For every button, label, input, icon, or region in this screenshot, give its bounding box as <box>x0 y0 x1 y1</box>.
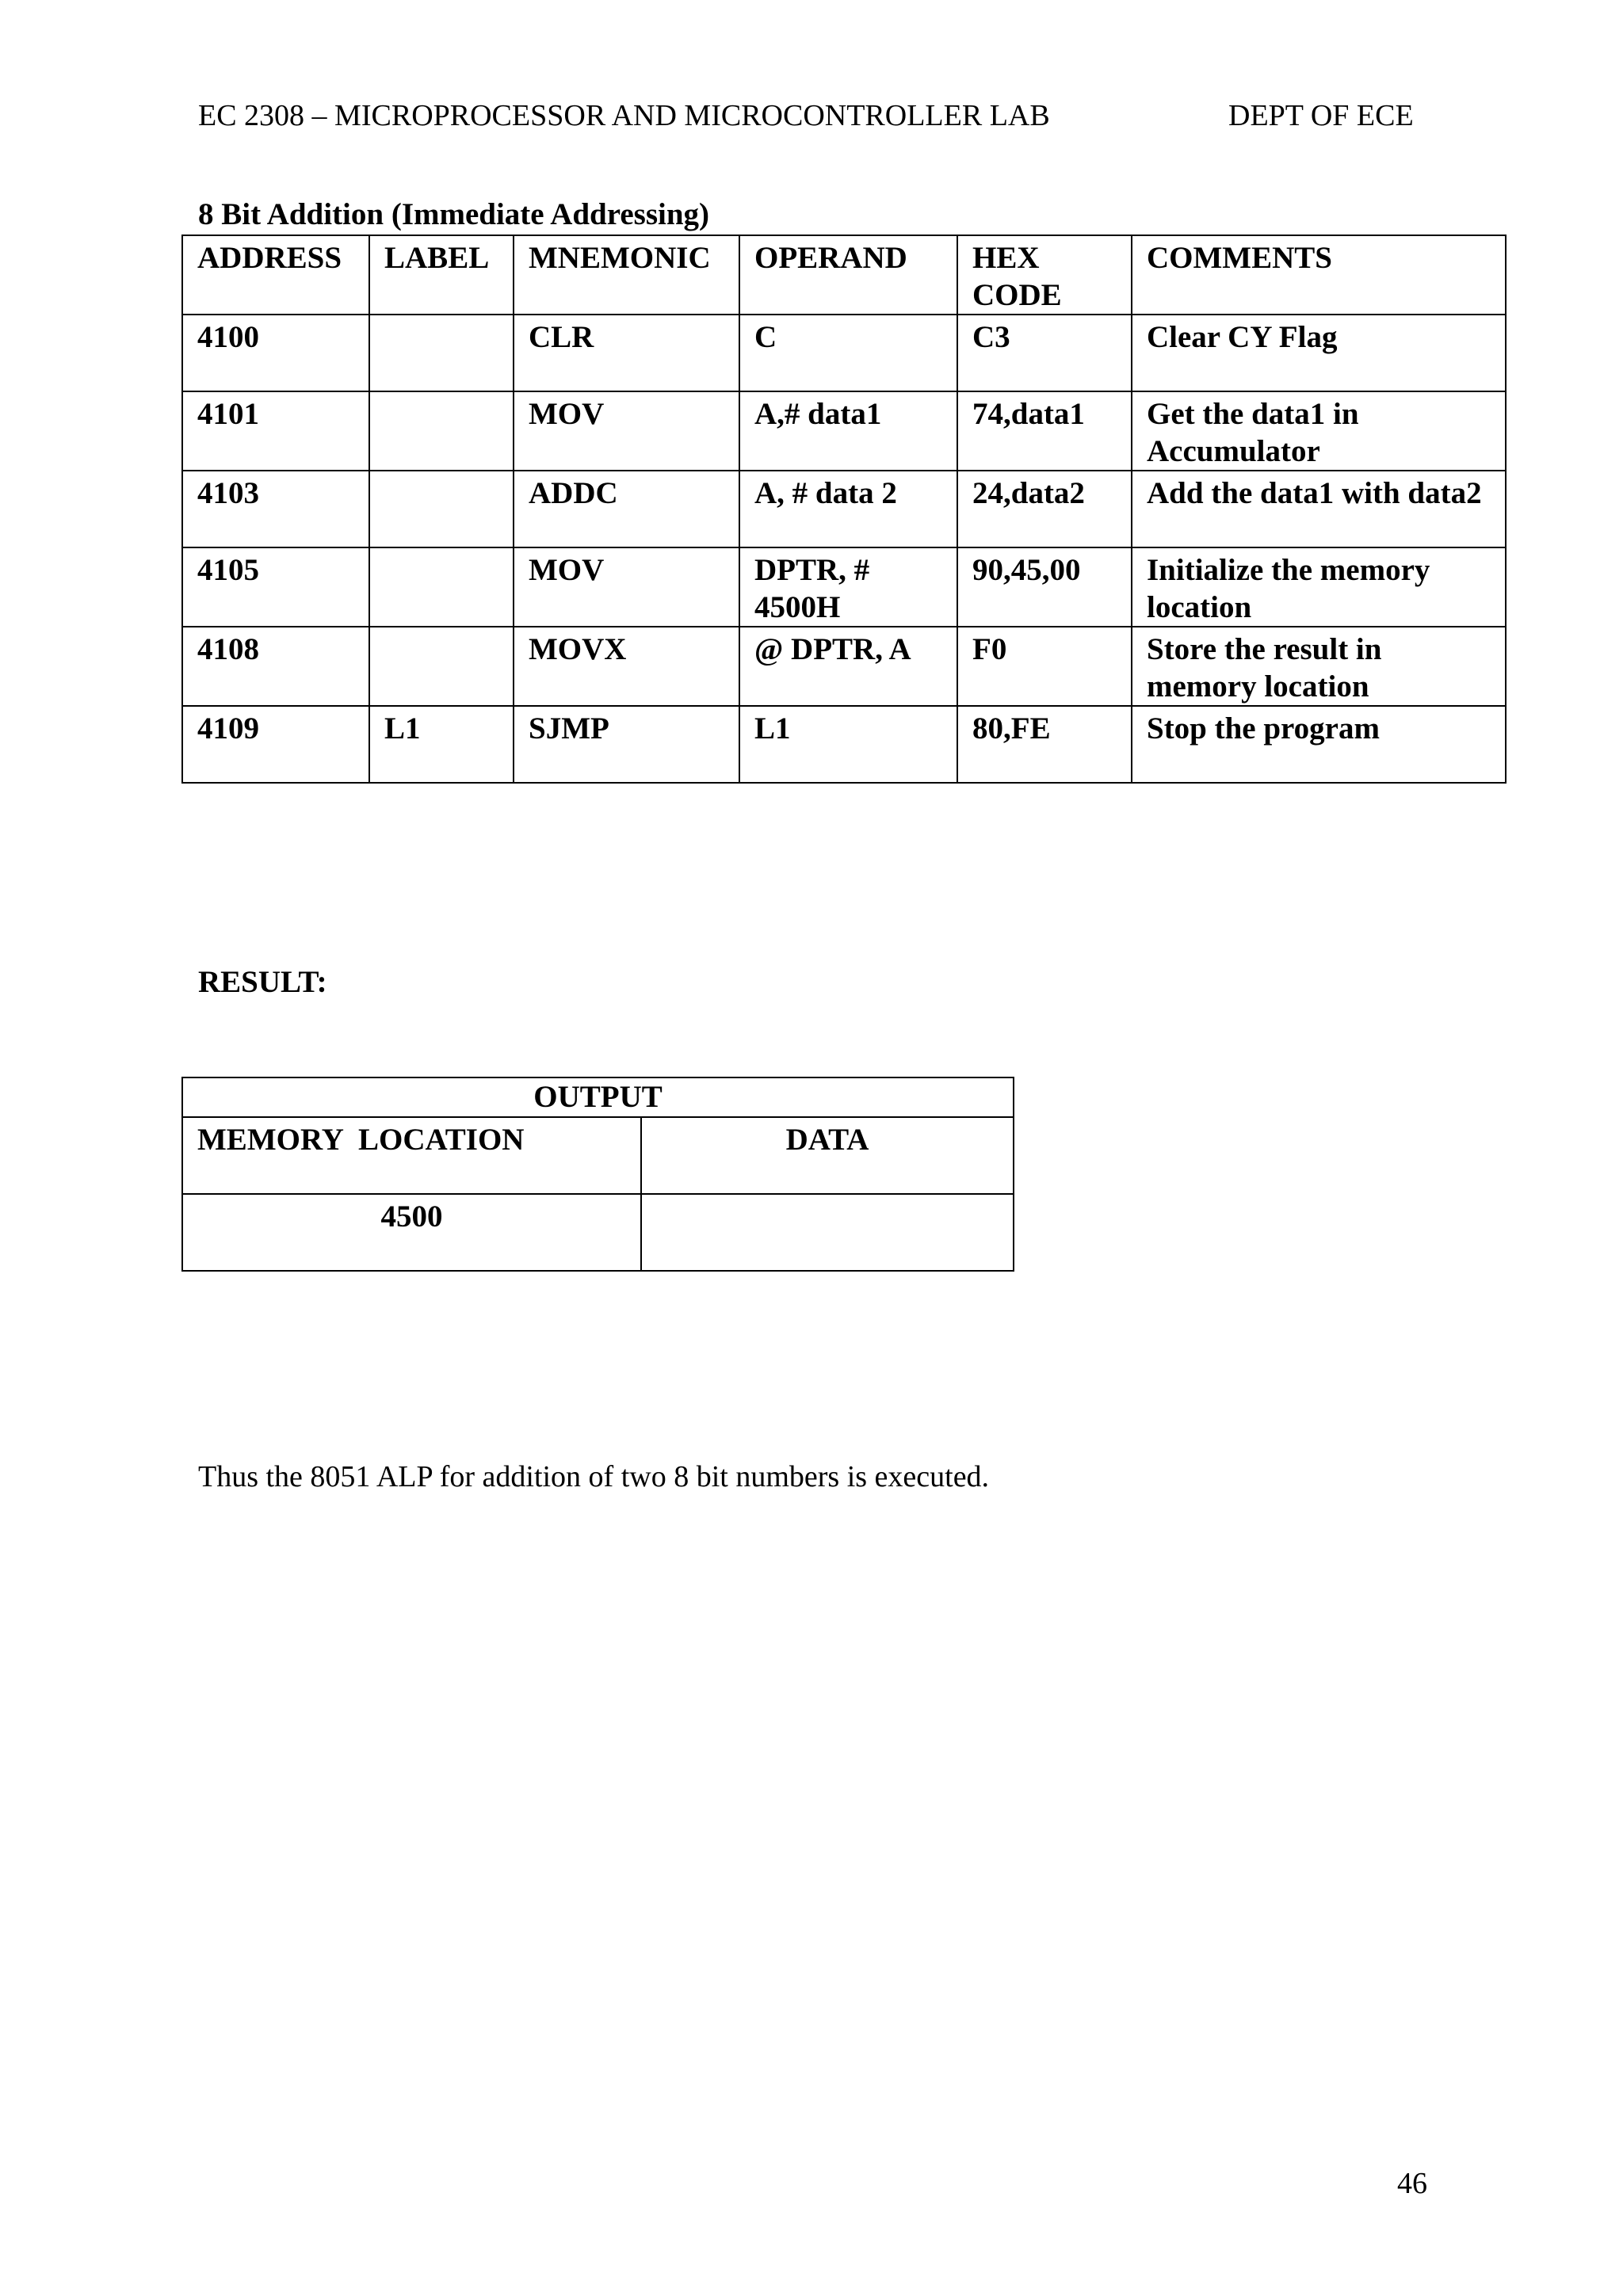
column-header-address: ADDRESS <box>182 235 369 315</box>
address-cell: 4108 <box>182 627 369 706</box>
conclusion-text: Thus the 8051 ALP for addition of two 8 bit numbers is executed. <box>198 1460 990 1493</box>
address-cell: 4100 <box>182 315 369 391</box>
operand-cell: L1 <box>739 706 957 783</box>
operand-cell: C <box>739 315 957 391</box>
data-cell <box>641 1194 1014 1271</box>
course-title: EC 2308 – MICROPROCESSOR AND MICROCONTROLLER LAB <box>198 99 1050 132</box>
comment-cell: Store the result in memory location <box>1132 627 1506 706</box>
label-cell <box>369 471 514 547</box>
hex-code-cell: 90,45,00 <box>957 547 1132 627</box>
table-row <box>182 706 1506 783</box>
column-header-label: LABEL <box>369 235 514 315</box>
column-header-memory-location: MEMORY LOCATION <box>182 1117 641 1194</box>
memory-location-cell: 4500 <box>182 1194 641 1271</box>
mnemonic-cell: ADDC <box>514 471 739 547</box>
column-header-mnemonic: MNEMONIC <box>514 235 739 315</box>
hex-code-cell: 80,FE <box>957 706 1132 783</box>
operand-cell: @ DPTR, A <box>739 627 957 706</box>
comment-cell: Add the data1 with data2 <box>1132 471 1506 547</box>
operand-cell: A,# data1 <box>739 391 957 471</box>
page-number: 46 <box>1397 2167 1427 2200</box>
table-row <box>182 1194 1014 1271</box>
mnemonic-cell: MOV <box>514 391 739 471</box>
column-header-data: DATA <box>641 1117 1014 1194</box>
program-table <box>181 235 1507 784</box>
mnemonic-cell: CLR <box>514 315 739 391</box>
table-row <box>182 471 1506 547</box>
output-caption-row <box>182 1077 1014 1117</box>
output-caption: OUTPUT <box>182 1077 1014 1117</box>
label-cell <box>369 627 514 706</box>
comment-cell: Get the data1 in Accumulator <box>1132 391 1506 471</box>
result-heading: RESULT: <box>198 965 327 999</box>
mnemonic-cell: MOVX <box>514 627 739 706</box>
column-header-operand: OPERAND <box>739 235 957 315</box>
table-row <box>182 315 1506 391</box>
address-cell: 4105 <box>182 547 369 627</box>
output-table <box>181 1077 1014 1272</box>
operand-cell: DPTR, # 4500H <box>739 547 957 627</box>
table-row <box>182 547 1506 627</box>
label-cell <box>369 391 514 471</box>
comment-cell: Stop the program <box>1132 706 1506 783</box>
address-cell: 4103 <box>182 471 369 547</box>
table-row <box>182 627 1506 706</box>
table-header-row <box>182 235 1506 315</box>
label-cell <box>369 315 514 391</box>
output-header-row <box>182 1117 1014 1194</box>
section-title: 8 Bit Addition (Immediate Addressing) <box>198 197 710 231</box>
mnemonic-cell: MOV <box>514 547 739 627</box>
address-cell: 4109 <box>182 706 369 783</box>
hex-code-cell: F0 <box>957 627 1132 706</box>
hex-code-cell: 74,data1 <box>957 391 1132 471</box>
mnemonic-cell: SJMP <box>514 706 739 783</box>
column-header-hex-code: HEX CODE <box>957 235 1132 315</box>
table-row <box>182 391 1506 471</box>
hex-code-cell: 24,data2 <box>957 471 1132 547</box>
operand-cell: A, # data 2 <box>739 471 957 547</box>
department-label: DEPT OF ECE <box>1228 99 1414 132</box>
hex-code-cell: C3 <box>957 315 1132 391</box>
address-cell: 4101 <box>182 391 369 471</box>
column-header-comments: COMMENTS <box>1132 235 1506 315</box>
label-cell: L1 <box>369 706 514 783</box>
comment-cell: Clear CY Flag <box>1132 315 1506 391</box>
comment-cell: Initialize the memory location <box>1132 547 1506 627</box>
label-cell <box>369 547 514 627</box>
